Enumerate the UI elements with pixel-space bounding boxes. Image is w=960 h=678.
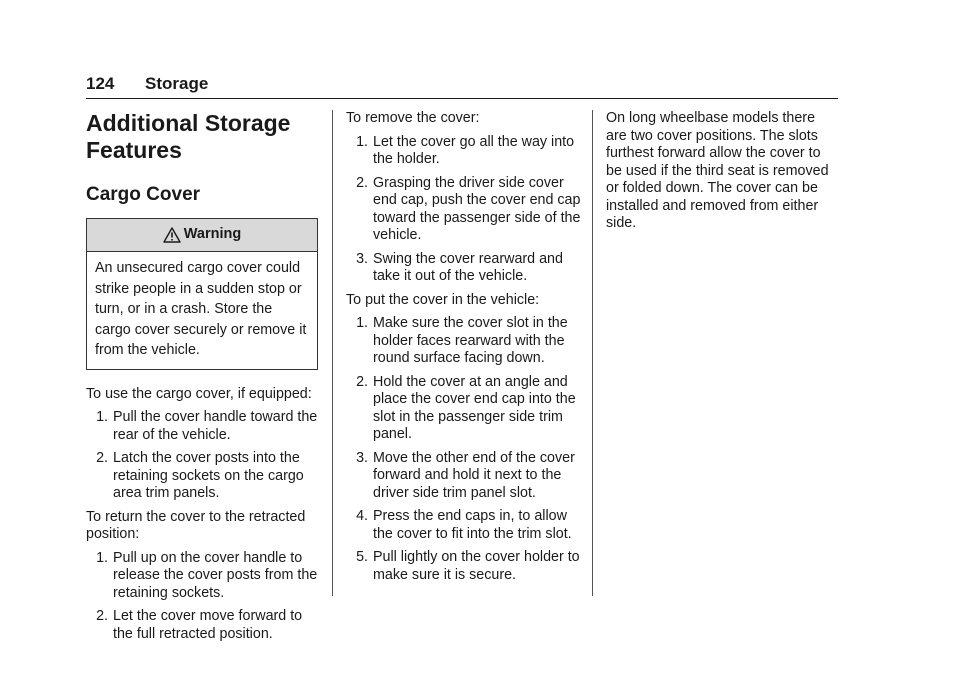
list-item: [346, 134, 582, 169]
sub-title: Cargo Cover: [86, 184, 201, 205]
step-number: 1.: [96, 549, 108, 566]
put-steps: [346, 315, 582, 584]
step-number: 1.: [96, 409, 108, 425]
column-1: [86, 110, 318, 649]
list-item: [346, 374, 582, 444]
step-number: 2.: [96, 450, 108, 466]
step-number: 3.: [356, 449, 368, 466]
warning-triangle-icon: [163, 227, 181, 243]
step-number: 5.: [356, 549, 368, 565]
column-divider-1: [332, 110, 333, 596]
list-item: [346, 508, 582, 543]
list-item: [346, 315, 582, 368]
step-text: Grasping the driver side cover end cap, push the cover end cap toward the passenger side of the vehicle.: [373, 174, 581, 243]
step-text: Pull lightly on the cover holder to make sure it is secure.: [373, 549, 580, 583]
warning-text: An unsecured cargo cover could strike people in a sudden stop or turn, or in a crash. Store the cargo cover securely or remove it from the vehicle.: [95, 260, 307, 358]
step-text: Latch the cover posts into the retaining sockets on the cargo area trim panels.: [113, 450, 304, 501]
step-text: Make sure the cover slot in the holder faces rearward with the round surface facing down.: [373, 315, 568, 366]
list-item: [86, 608, 318, 643]
column-2: [346, 110, 582, 590]
step-text: Move the other end of the cover forward and hold it next to the driver side trim panel slot.: [373, 449, 575, 501]
list-item: [346, 175, 582, 245]
remove-steps: [346, 134, 582, 286]
step-text: Pull up on the cover handle to release the cover posts from the retaining sockets.: [113, 549, 318, 601]
main-title-line-2: Features: [86, 137, 182, 163]
step-number: 1.: [356, 133, 368, 150]
list-item: [86, 450, 318, 503]
step-number: 1.: [356, 315, 368, 331]
return-intro: To return the cover to the retracted position:: [86, 508, 306, 542]
page-number: 124: [86, 74, 115, 93]
step-number: 4.: [356, 508, 368, 524]
warning-label: Warning: [183, 226, 242, 243]
list-item: [86, 550, 318, 603]
list-item: [86, 409, 318, 444]
remove-intro: To remove the cover:: [346, 110, 480, 126]
step-number: 2.: [356, 373, 368, 390]
step-number: 2.: [96, 608, 108, 624]
main-title-line-1: Additional Storage: [86, 110, 291, 136]
put-intro: To put the cover in the vehicle:: [346, 291, 540, 308]
column-divider-2: [592, 110, 593, 596]
use-intro: To use the cargo cover, if equipped:: [86, 385, 312, 402]
warning-box: [86, 218, 318, 370]
step-text: Swing the cover rearward and take it out of the vehicle.: [373, 250, 563, 284]
main-title: [86, 110, 318, 164]
step-text: Pull the cover handle toward the rear of the vehicle.: [113, 409, 318, 443]
use-steps: [86, 409, 318, 503]
list-item: [346, 450, 582, 503]
step-number: 3.: [356, 250, 368, 267]
header-rule: [86, 98, 838, 99]
step-text: Press the end caps in, to allow the cover to fit into the trim slot.: [373, 508, 572, 542]
section-name: Storage: [145, 74, 209, 93]
warning-header: [87, 219, 317, 252]
step-text: Let the cover go all the way into the holder.: [373, 133, 575, 167]
step-text: Let the cover move forward to the full retracted position.: [113, 608, 303, 642]
list-item: [346, 251, 582, 286]
column-3: [606, 110, 838, 239]
step-text: Hold the cover at an angle and place the cover end cap into the slot in the passenger side trim panel.: [373, 373, 576, 442]
page-header: [86, 72, 838, 100]
long-wheelbase-paragraph: On long wheelbase models there are two cover positions. The slots furthest forward allow the cover to be used if the third seat is removed or folded down. The cover can be installed and removed from either side.: [606, 110, 829, 231]
return-steps: [86, 550, 318, 644]
list-item: [346, 549, 582, 584]
step-number: 2.: [356, 174, 368, 191]
